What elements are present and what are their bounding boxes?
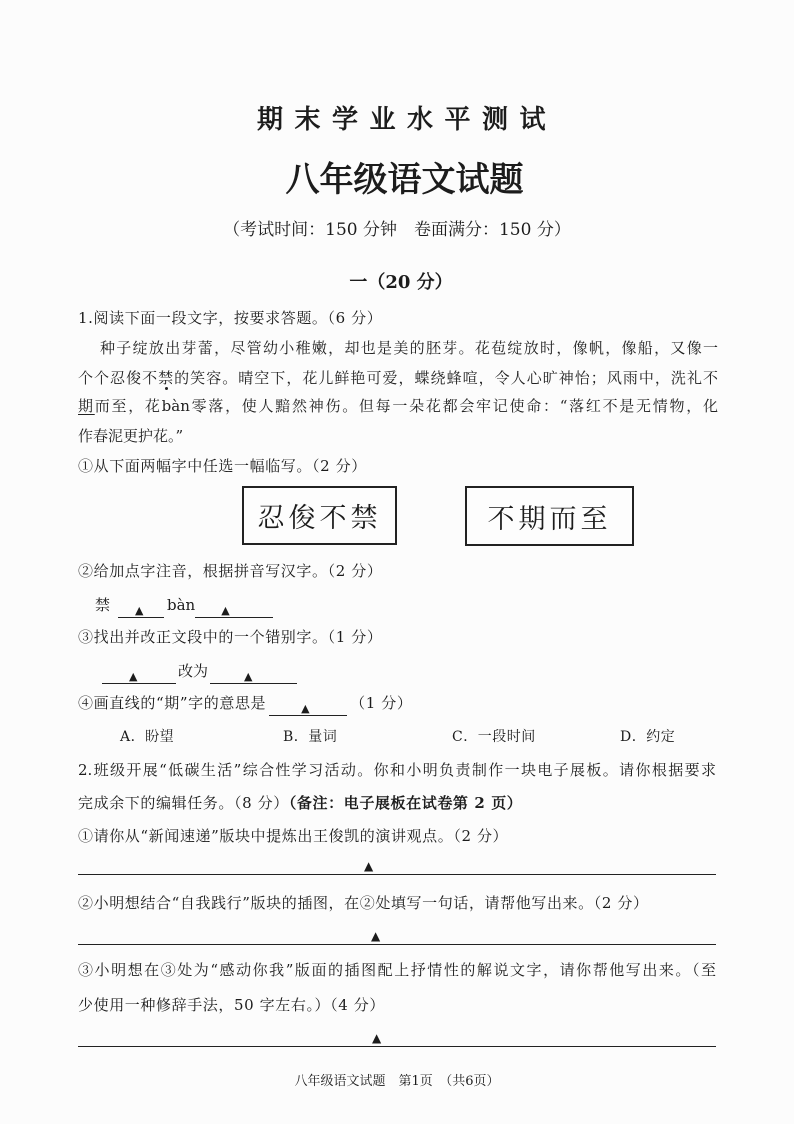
triangle-marker-icon: ▲ <box>244 670 253 683</box>
part-3-answer-row <box>102 660 297 684</box>
pinyin-label: bàn <box>167 596 196 614</box>
part-2-prompt: ②给加点字注音，根据拼音写汉字。（2 分） <box>78 562 383 580</box>
triangle-marker-icon: ▲ <box>301 702 310 715</box>
option-b: B．量词 <box>283 729 338 745</box>
underlined-character: 期 <box>78 397 95 415</box>
triangle-marker-icon: ▲ <box>371 929 381 943</box>
answer-blank <box>210 666 297 684</box>
passage-text: 个个忍俊不 <box>78 369 159 387</box>
question-2-part-1: ①请你从“新闻速递”版块中提炼出王俊凯的演讲观点。（2 分） <box>78 827 509 845</box>
passage-text: 而至，花bàn零落，使人黯然神伤。但每一朵花都会牢记使命：“落红不是无情物，化 <box>94 397 718 415</box>
answer-blank <box>269 698 347 716</box>
passage-text: 的笑容。晴空下，花儿鲜艳可爱，蝶绕蜂喧，令人心旷神怡；风雨中，洗礼不 <box>174 369 718 387</box>
part-4-row <box>78 692 412 716</box>
dotted-char-label: 禁 <box>95 596 111 614</box>
copybook-sample-text: 不期而至 <box>487 503 612 535</box>
exam-title: 八年级语文试题 <box>285 160 524 200</box>
copybook-sample-text: 忍俊不禁 <box>257 503 382 534</box>
exam-info: （考试时间：150 分钟 卷面满分：150 分） <box>223 220 571 240</box>
exam-series-title: 期末学业水平测试 <box>256 105 557 135</box>
question-2-part-3-line-2: 少使用一种修辞手法，50 字左右。）（4 分） <box>78 996 385 1014</box>
page-footer: 八年级语文试题 第1页 （共6页） <box>294 1074 500 1089</box>
answer-blank <box>118 600 164 618</box>
part-4-score: （1 分） <box>350 694 413 712</box>
question-2-line-2 <box>78 792 522 814</box>
part-3-prompt: ③找出并改正文段中的一个错别字。（1 分） <box>78 628 383 646</box>
part-1-prompt: ①从下面两幅字中任选一幅临写。（2 分） <box>78 457 367 475</box>
option-c: C．一段时间 <box>452 729 536 745</box>
answer-line <box>78 852 716 875</box>
correction-connector: 改为 <box>178 662 209 680</box>
answer-blank <box>195 600 273 618</box>
question-2-text: 完成余下的编辑任务。（8 分） <box>78 794 289 812</box>
option-a: A．盼望 <box>120 729 175 745</box>
triangle-marker-icon: ▲ <box>364 859 374 873</box>
question-2-part-2: ②小明想结合“自我践行”版块的插图，在②处填写一句话，请帮他写出来。（2 分） <box>78 894 649 912</box>
question-2-line-1: 2.班级开展“低碳生活”综合性学习活动。你和小明负责制作一块电子展板。请你根据要求 <box>78 761 716 779</box>
question-2-part-3-line-1: ③小明想在③处为“感动你我”版面的插图配上抒情性的解说文字，请你帮他写出来。（至 <box>78 961 716 979</box>
part-4-prompt: ④画直线的“期”字的意思是 <box>78 694 267 712</box>
section-heading: 一（20 分） <box>349 272 453 293</box>
question-2-note: （备注：电子展板在试卷第 2 页） <box>288 794 523 812</box>
passage-line-1: 种子绽放出芽蕾，尽管幼小稚嫩，却也是美的胚芽。花苞绽放时，像帆，像船，又像一 <box>100 339 718 357</box>
copybook-sample-box <box>242 486 397 545</box>
triangle-marker-icon: ▲ <box>129 670 138 683</box>
question-1-prompt: 1.阅读下面一段文字，按要求答题。（6 分） <box>78 309 383 327</box>
triangle-marker-icon: ▲ <box>221 604 230 617</box>
passage-line-4: 作春泥更护花。” <box>78 427 184 445</box>
answer-blank <box>102 666 176 684</box>
passage-line-3 <box>78 395 718 417</box>
dotted-character: 禁 <box>158 369 175 387</box>
answer-line <box>78 1024 716 1047</box>
part-2-answer-row <box>95 594 273 618</box>
option-d: D．约定 <box>620 729 676 745</box>
passage-line-2 <box>78 367 718 389</box>
triangle-marker-icon: ▲ <box>135 604 144 617</box>
triangle-marker-icon: ▲ <box>372 1031 382 1045</box>
copybook-sample-box <box>465 486 634 546</box>
answer-line <box>78 922 716 945</box>
